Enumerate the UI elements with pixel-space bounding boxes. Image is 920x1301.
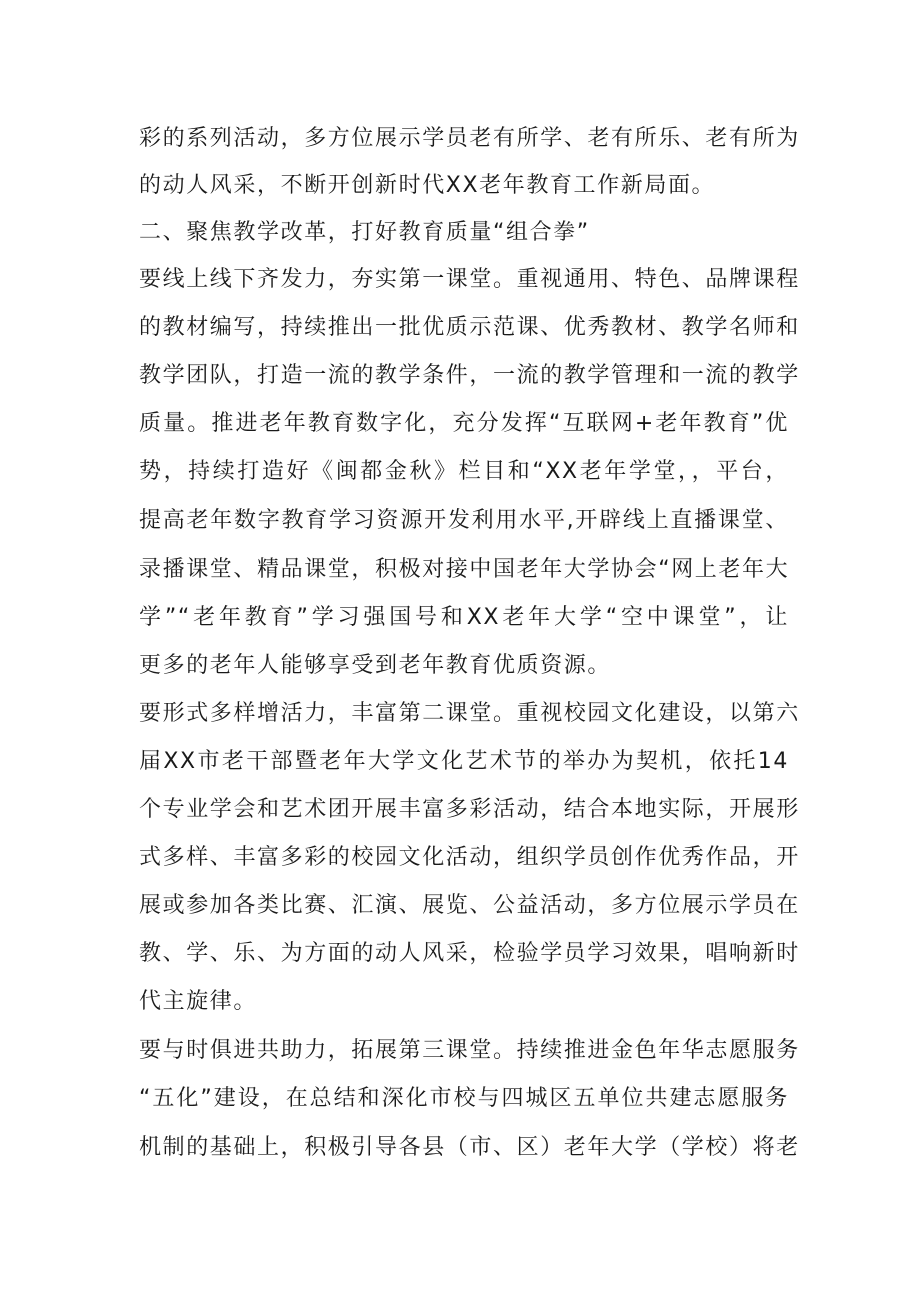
text-line: 个专业学会和艺术团开展丰富多彩活动，结合本地实际，开展形 (139, 797, 800, 822)
section-heading: 二、聚焦教学改革，打好教育质量“组合拳” (139, 220, 590, 245)
text-line: 教学团队，打造一流的教学条件，一流的教学管理和一流的教学 (139, 363, 800, 388)
text-line: 要形式多样增活力，丰富第二课堂。重视校园文化建设，以第六 (139, 701, 800, 726)
text-line: 的教材编写，持续推出一批优质示范课、优秀教材、教学名师和 (139, 315, 800, 340)
text-line: 提高老年数字教育学习资源开发利用水平,开辟线上直播课堂、 (139, 508, 789, 533)
text-line: 质量。推进老年教育数字化，充分发挥“互联网+老年教育”优 (139, 411, 789, 436)
text-line: “五化”建设，在总结和深化市校与四城区五单位共建志愿服务 (139, 1086, 789, 1111)
text-line: 势，持续打造好《闽都金秋》栏目和“XX老年学堂，，平台， (139, 459, 789, 484)
text-line: 式多样、丰富多彩的校园文化活动，组织学员创作优秀作品，开 (139, 845, 800, 870)
text-line: 要与时俱进共助力，拓展第三课堂。持续推进金色年华志愿服务 (139, 1038, 800, 1063)
text-line: 更多的老年人能够享受到老年教育优质资源。 (139, 653, 612, 678)
text-line: 展或参加各类比赛、汇演、展览、公益活动，多方位展示学员在 (139, 893, 800, 918)
text-line: 要线上线下齐发力，夯实第一课堂。重视通用、特色、品牌课程 (139, 267, 800, 292)
text-line: 机制的基础上，积极引导各县（市、区）老年大学（学校）将老 (139, 1135, 800, 1160)
text-line: 届XX市老干部暨老年大学文化艺术节的举办为契机，依托14 (139, 749, 789, 774)
text-line: 学”“老年教育”学习强国号和XX老年大学“空中课堂”，让 (139, 605, 789, 630)
text-line: 代主旋律。 (139, 989, 258, 1014)
text-line: 教、学、乐、为方面的动人风采，检验学员学习效果，唱响新时 (139, 941, 800, 966)
text-line: 录播课堂、精品课堂，积极对接中国老年大学协会“网上老年大 (139, 557, 790, 582)
text-line: 彩的系列活动，多方位展示学员老有所学、老有所乐、老有所为 (139, 126, 800, 151)
text-line: 的动人风采，不断开创新时代XX老年教育工作新局面。 (139, 173, 716, 198)
